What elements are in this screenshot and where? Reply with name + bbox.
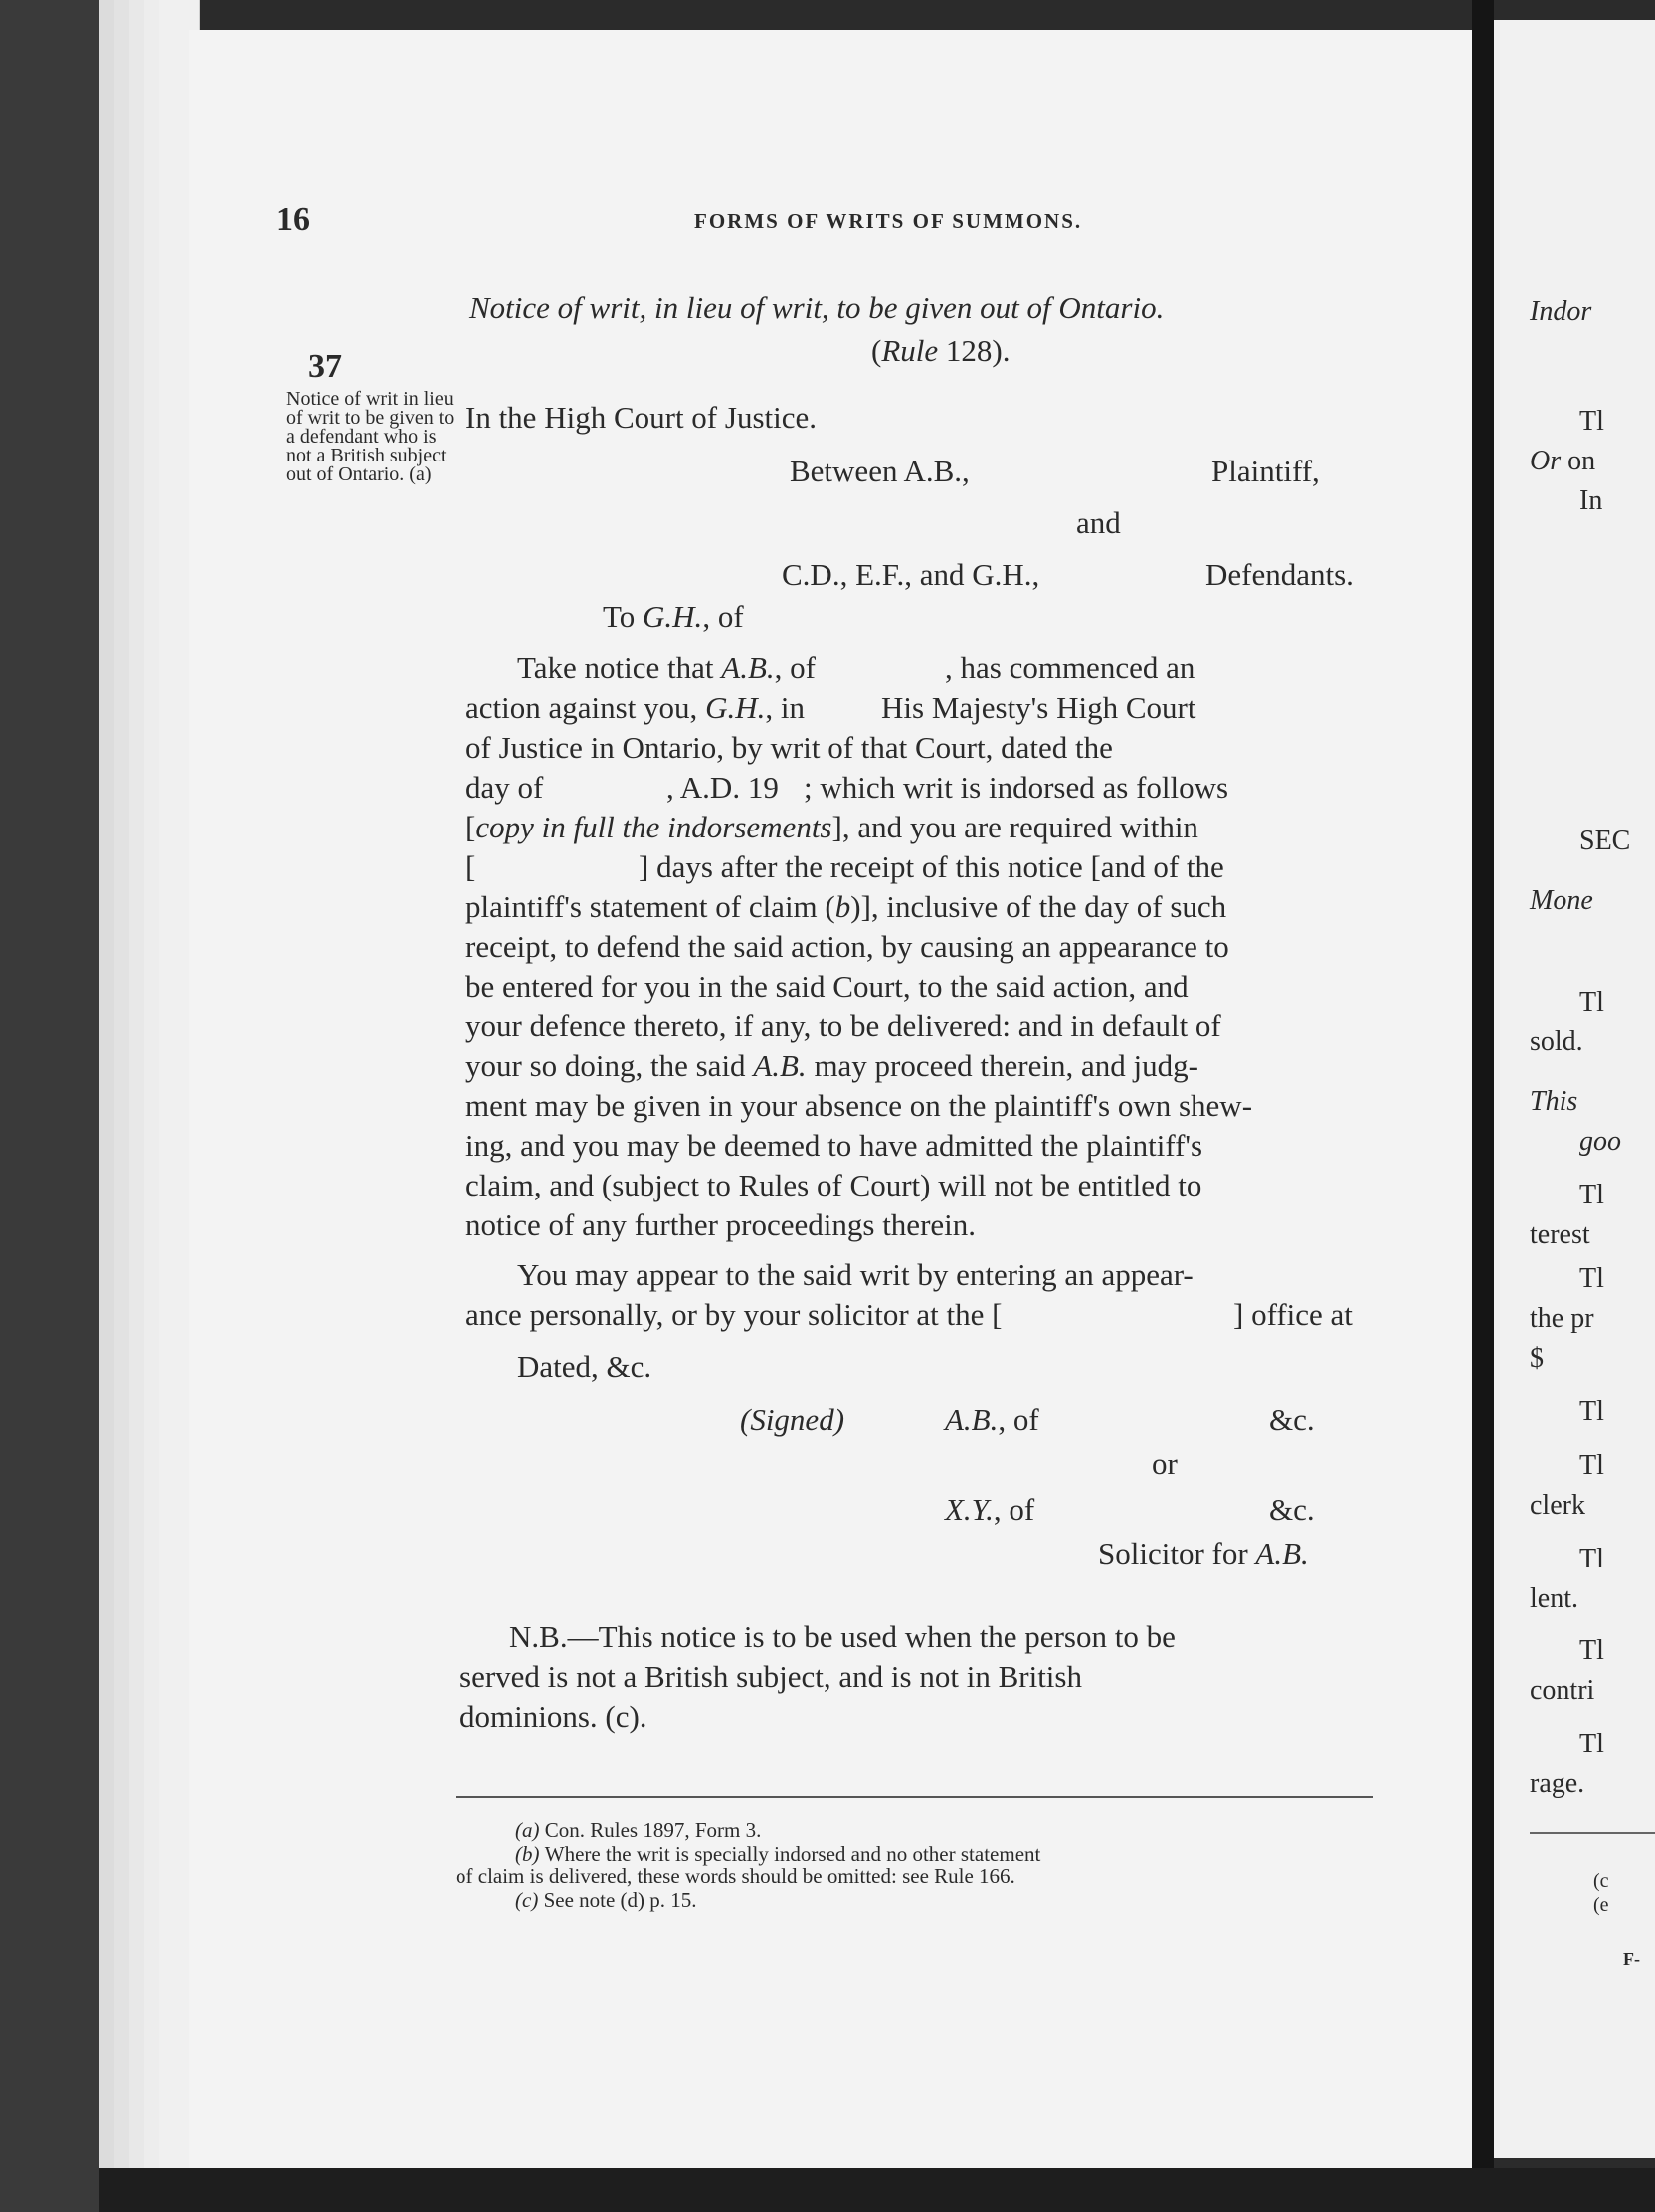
bottom-shadow: [99, 2168, 1655, 2212]
right-fragment: (e: [1593, 1894, 1609, 1916]
between-line: Between A.B.,: [790, 454, 970, 488]
right-fragment: (c: [1593, 1870, 1609, 1892]
signature-2: X.Y., of: [945, 1492, 1035, 1527]
body-line: action against you, G.H., in: [465, 690, 805, 725]
body-line: your so doing, the said A.B. may proceed therein, and judg-: [465, 1048, 1198, 1083]
body-line: be entered for you in the said Court, to the said action, and: [465, 969, 1189, 1004]
court-line: In the High Court of Justice.: [465, 400, 818, 435]
dated-line: Dated, &c.: [517, 1349, 652, 1383]
body-line: Take notice that A.B., of: [517, 650, 816, 685]
footnote: (b) Where the writ is specially indorsed and no other statement: [515, 1842, 1041, 1866]
margin-note: Notice of writ in lieu of writ to be given to a defendant who is not a British subject out of Ontario. (a): [286, 388, 455, 485]
footnote: (c) See note (d) p. 15.: [515, 1888, 697, 1912]
right-page: [1494, 20, 1655, 2158]
right-fragment: Tl: [1579, 1263, 1604, 1294]
right-fragment: Tl: [1579, 406, 1604, 437]
right-fragment: the pr: [1530, 1303, 1594, 1334]
signed-label: (Signed): [740, 1402, 845, 1437]
book-gutter: [1472, 0, 1494, 2212]
plaintiff-label: Plaintiff,: [1211, 454, 1320, 488]
right-fragment: terest: [1530, 1219, 1590, 1250]
right-fragment: SEC: [1579, 826, 1631, 856]
body-line: ; which writ is indorsed as follows: [804, 770, 1229, 805]
right-fragment: lent.: [1530, 1583, 1578, 1614]
body-line: ] days after the receipt of this notice [and of the: [639, 849, 1224, 884]
left-page: [189, 30, 1472, 2168]
nb-line: served is not a British subject, and is not in British: [460, 1659, 1082, 1694]
or-label: or: [1152, 1446, 1178, 1481]
right-fragment: In: [1579, 485, 1603, 516]
right-fragment: Tl: [1579, 1180, 1604, 1210]
body-line: [: [465, 849, 476, 884]
right-fragment: rage.: [1530, 1768, 1585, 1799]
body-line: ment may be given in your absence on the plaintiff's own shew-: [465, 1088, 1253, 1123]
etc-1: &c.: [1269, 1402, 1315, 1437]
right-fragment: Or on: [1530, 446, 1596, 476]
solicitor-line: Solicitor for A.B.: [1098, 1536, 1309, 1570]
footnote: (a) Con. Rules 1897, Form 3.: [515, 1818, 762, 1842]
nb-line: dominions. (c).: [460, 1699, 647, 1734]
right-fragment: Tl: [1579, 1635, 1604, 1666]
running-head: FORMS OF WRITS OF SUMMONS.: [694, 209, 1083, 233]
body-line: ing, and you may be deemed to have admitted the plaintiff's: [465, 1128, 1203, 1163]
right-fragment: Mone: [1530, 885, 1593, 916]
body-line: plaintiff's statement of claim (b)], inclusive of the day of such: [465, 889, 1227, 924]
form-title: Notice of writ, in lieu of writ, to be given out of Ontario.: [469, 290, 1165, 325]
defendants-label: Defendants.: [1205, 557, 1354, 592]
etc-2: &c.: [1269, 1492, 1315, 1527]
right-footnote-rule: [1530, 1832, 1655, 1834]
defendants-names: C.D., E.F., and G.H.,: [782, 557, 1040, 592]
body-line: His Majesty's High Court: [881, 690, 1196, 725]
body-line: , A.D. 19: [666, 770, 779, 805]
nb-line: N.B.—This notice is to be used when the person to be: [509, 1619, 1176, 1654]
right-fragment: clerk: [1530, 1490, 1585, 1521]
body-line: claim, and (subject to Rules of Court) will not be entitled to: [465, 1168, 1202, 1202]
body-line: receipt, to defend the said action, by causing an appearance to: [465, 929, 1229, 964]
body-line: of Justice in Ontario, by writ of that Court, dated the: [465, 730, 1113, 765]
right-fragment: Tl: [1579, 1450, 1604, 1481]
signature-1: A.B., of: [945, 1402, 1039, 1437]
appear-line: ance personally, or by your solicitor at the [: [465, 1297, 1003, 1332]
right-fragment: Tl: [1579, 987, 1604, 1017]
right-fragment: Tl: [1579, 1544, 1604, 1574]
footnote-rule: [456, 1796, 1373, 1798]
right-fragment: contri: [1530, 1675, 1595, 1706]
appear-line: ] office at: [1233, 1297, 1353, 1332]
body-line: [copy in full the indorsements], and you are required within: [465, 810, 1198, 844]
right-fragment: $: [1530, 1343, 1544, 1374]
form-number: 37: [308, 348, 342, 385]
right-fragment: Indor: [1530, 296, 1592, 327]
right-fragment: sold.: [1530, 1026, 1583, 1057]
body-line: your defence thereto, if any, to be delivered: and in default of: [465, 1009, 1221, 1043]
right-fragment: Tl: [1579, 1396, 1604, 1427]
right-fragment: F-: [1623, 1949, 1640, 1969]
to-line: To G.H., of: [603, 599, 744, 634]
right-fragment: goo: [1579, 1126, 1621, 1157]
body-line: day of: [465, 770, 544, 805]
body-line: notice of any further proceedings therein.: [465, 1207, 977, 1242]
appear-line: You may appear to the said writ by entering an appear-: [517, 1257, 1194, 1292]
background-left: [0, 0, 99, 2212]
right-fragment: Tl: [1579, 1729, 1604, 1759]
footnote: of claim is delivered, these words should be omitted: see Rule 166.: [456, 1864, 1015, 1888]
and-line: and: [1076, 505, 1121, 540]
page-number: 16: [276, 201, 310, 238]
body-line: , has commenced an: [945, 650, 1195, 685]
right-fragment: This: [1530, 1086, 1578, 1117]
form-title-rule: (Rule 128).: [871, 333, 1011, 368]
